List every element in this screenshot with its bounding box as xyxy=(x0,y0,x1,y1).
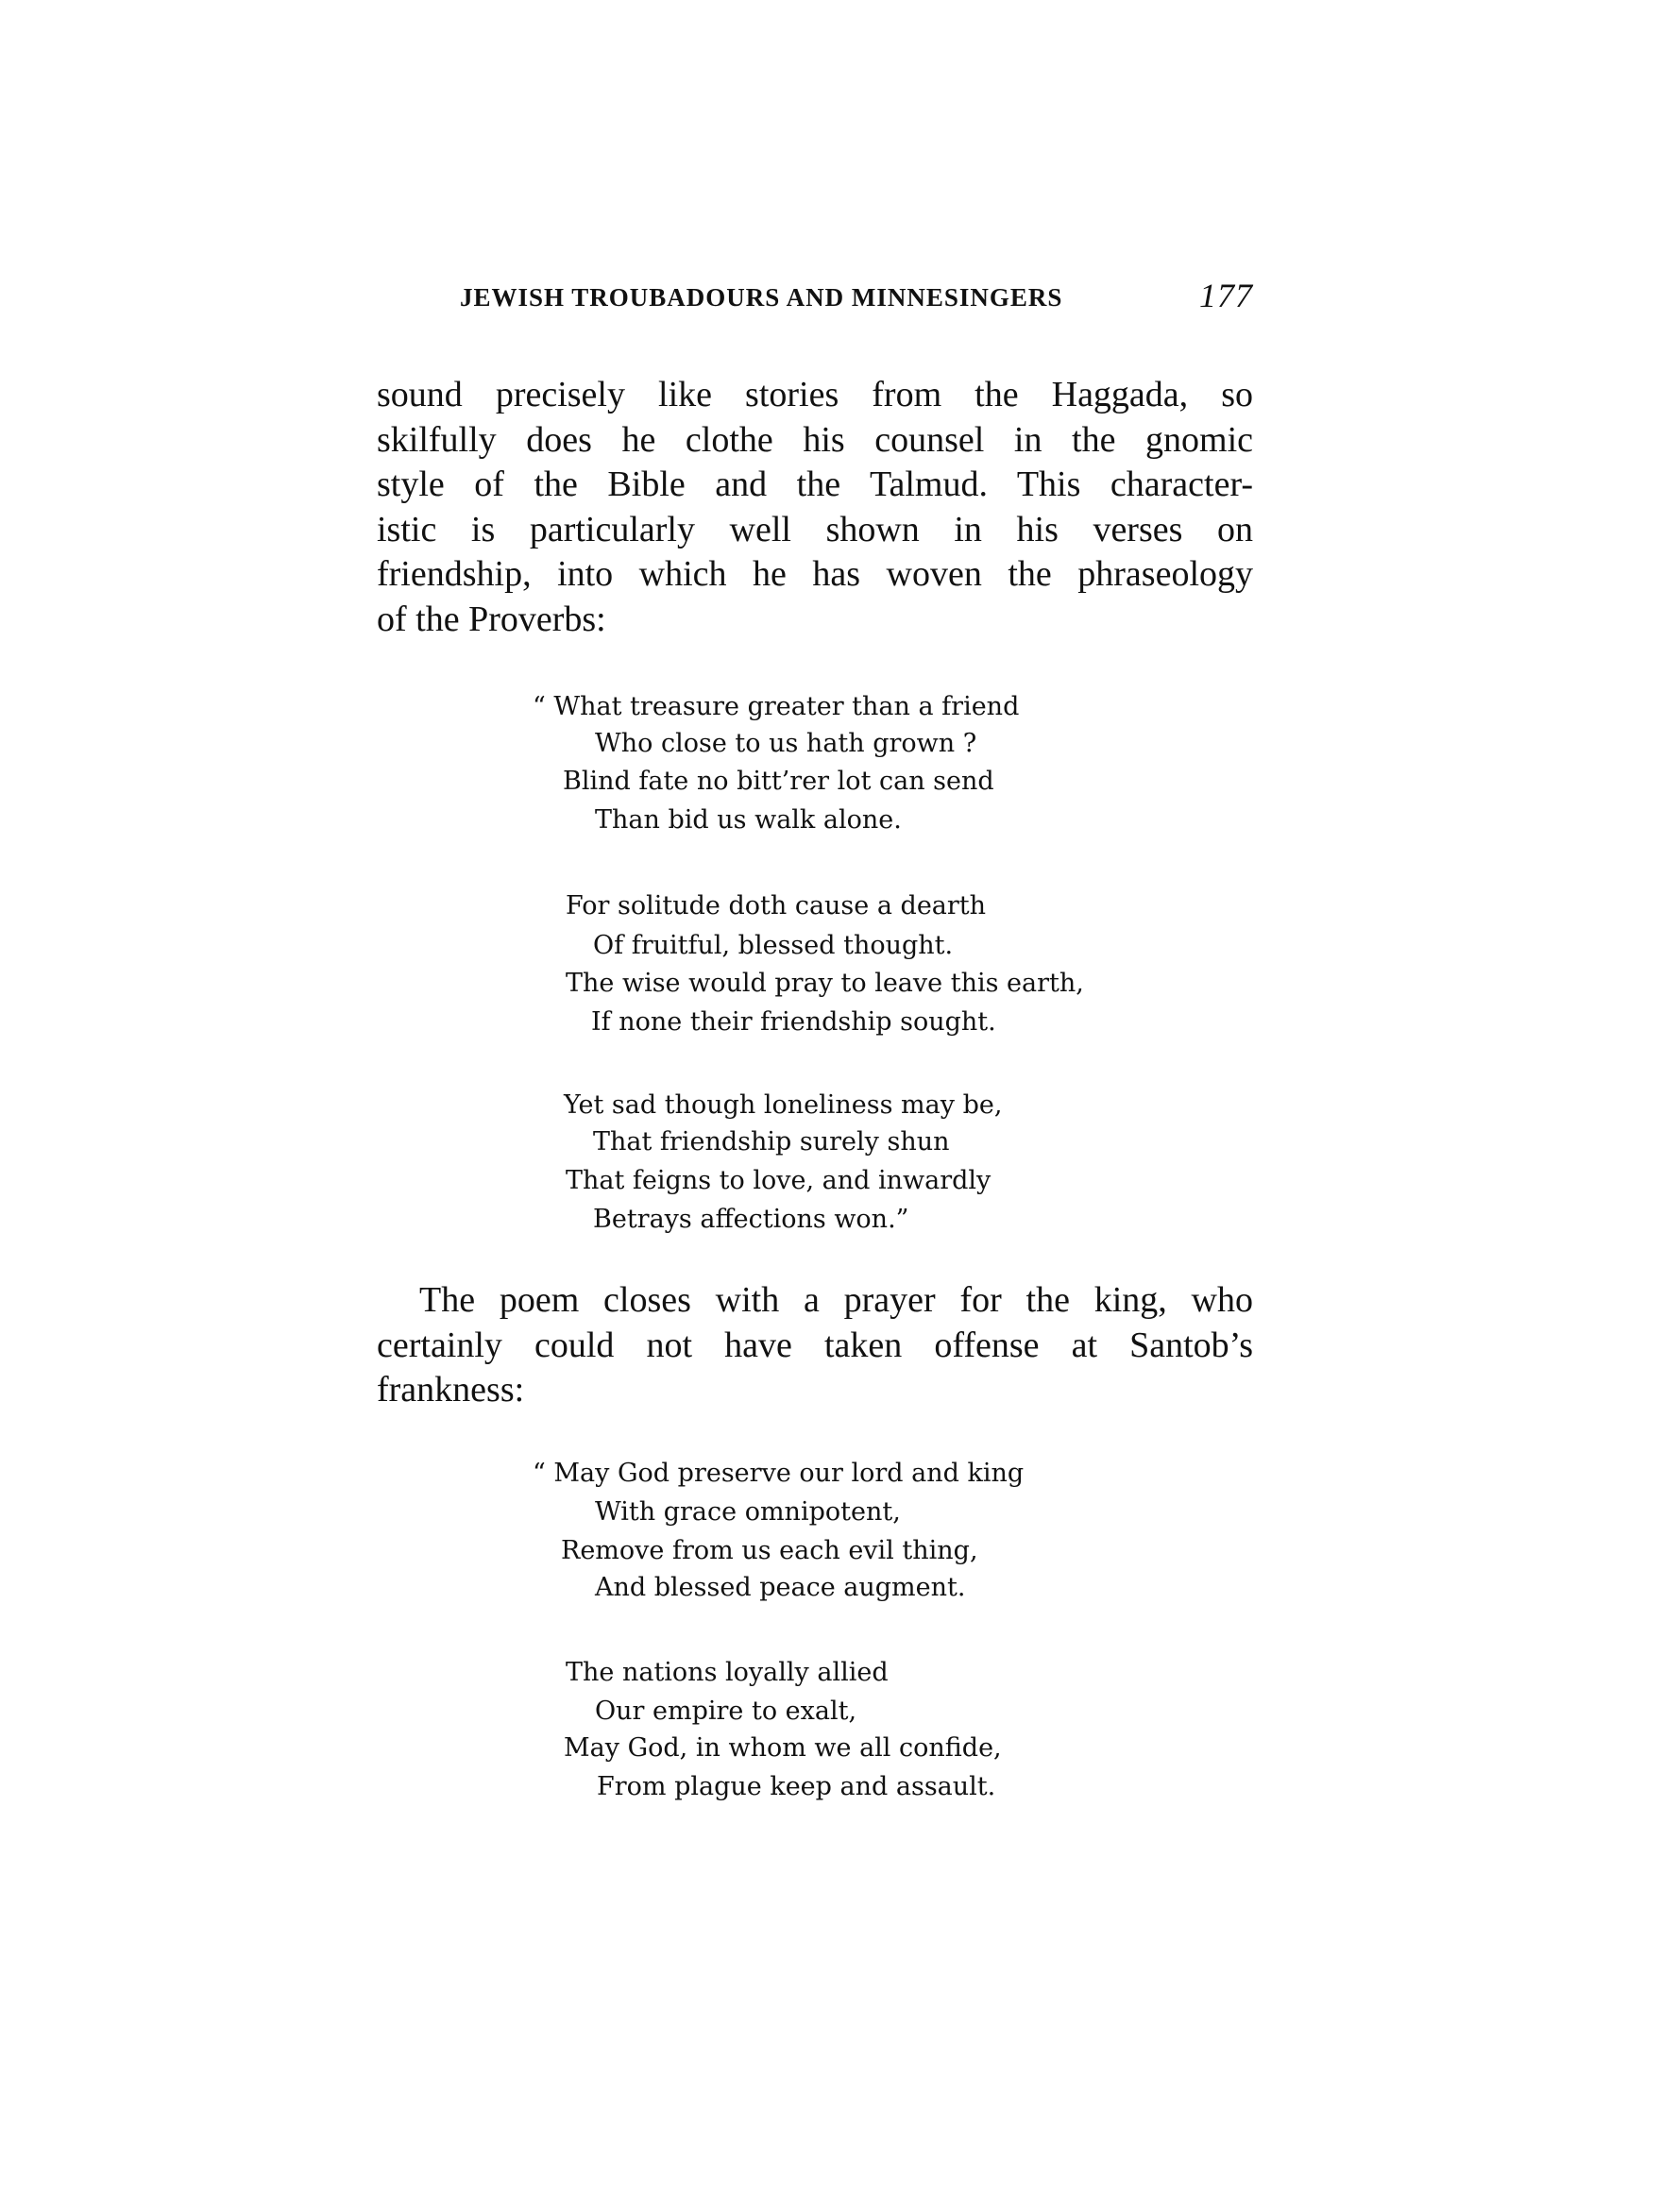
verse-line: May God, in whom we all confide, xyxy=(564,1733,1002,1763)
verse-line: The nations loyally allied xyxy=(566,1658,889,1687)
running-header xyxy=(460,277,1253,315)
paragraph-1 xyxy=(377,373,1253,642)
text-line: The poem closes with a prayer for the king, who xyxy=(419,1280,1253,1320)
text-line: certainly could not have taken offense at Santob’s xyxy=(377,1325,1253,1365)
text-line: sound precisely like stories from the Haggada, so xyxy=(377,375,1253,414)
running-title: JEWISH TROUBADOURS AND MINNESINGERS xyxy=(460,283,1063,312)
verse-line: Remove from us each evil thing, xyxy=(561,1536,978,1565)
verse-line: Than bid us walk alone. xyxy=(595,805,902,835)
verse-line: Yet sad though loneliness may be, xyxy=(564,1090,1003,1120)
text-line: skilfully does he clothe his counsel in the gnomic xyxy=(377,419,1253,460)
verse-line: The wise would pray to leave this earth, xyxy=(566,969,1084,998)
text-line: frankness: xyxy=(377,1370,525,1410)
text-line: of the Proverbs: xyxy=(377,599,606,639)
page-number: 177 xyxy=(1199,277,1253,314)
verse-line: If none their friendship sought. xyxy=(591,1007,996,1037)
verse-line: With grace omnipotent, xyxy=(595,1497,901,1527)
verse-line: “ What treasure greater than a friend xyxy=(533,692,1020,721)
verse-line: Of fruitful, blessed thought. xyxy=(593,931,954,960)
paragraph-2 xyxy=(377,1278,1253,1413)
verse-line: “ May God preserve our lord and king xyxy=(533,1459,1025,1488)
text-line: friendship, into which he has woven the phraseology xyxy=(377,554,1253,594)
verse-line: And blessed peace augment. xyxy=(595,1573,966,1602)
text-line: istic is particularly well shown in his verses on xyxy=(377,509,1253,549)
verse-line: For solitude doth cause a dearth xyxy=(566,891,987,920)
verse-line: From plague keep and assault. xyxy=(597,1772,996,1801)
text-line: style of the Bible and the Talmud. This character- xyxy=(377,464,1253,504)
verse-line: Blind fate no bitt’rer lot can send xyxy=(563,767,994,796)
verse-line: Who close to us hath grown ? xyxy=(595,729,977,758)
verse-line: That feigns to love, and inwardly xyxy=(566,1166,992,1195)
verse-line: Betrays affections won.” xyxy=(593,1205,909,1234)
verse-line: Our empire to exalt, xyxy=(595,1697,857,1726)
verse-line: That friendship surely shun xyxy=(593,1127,950,1157)
